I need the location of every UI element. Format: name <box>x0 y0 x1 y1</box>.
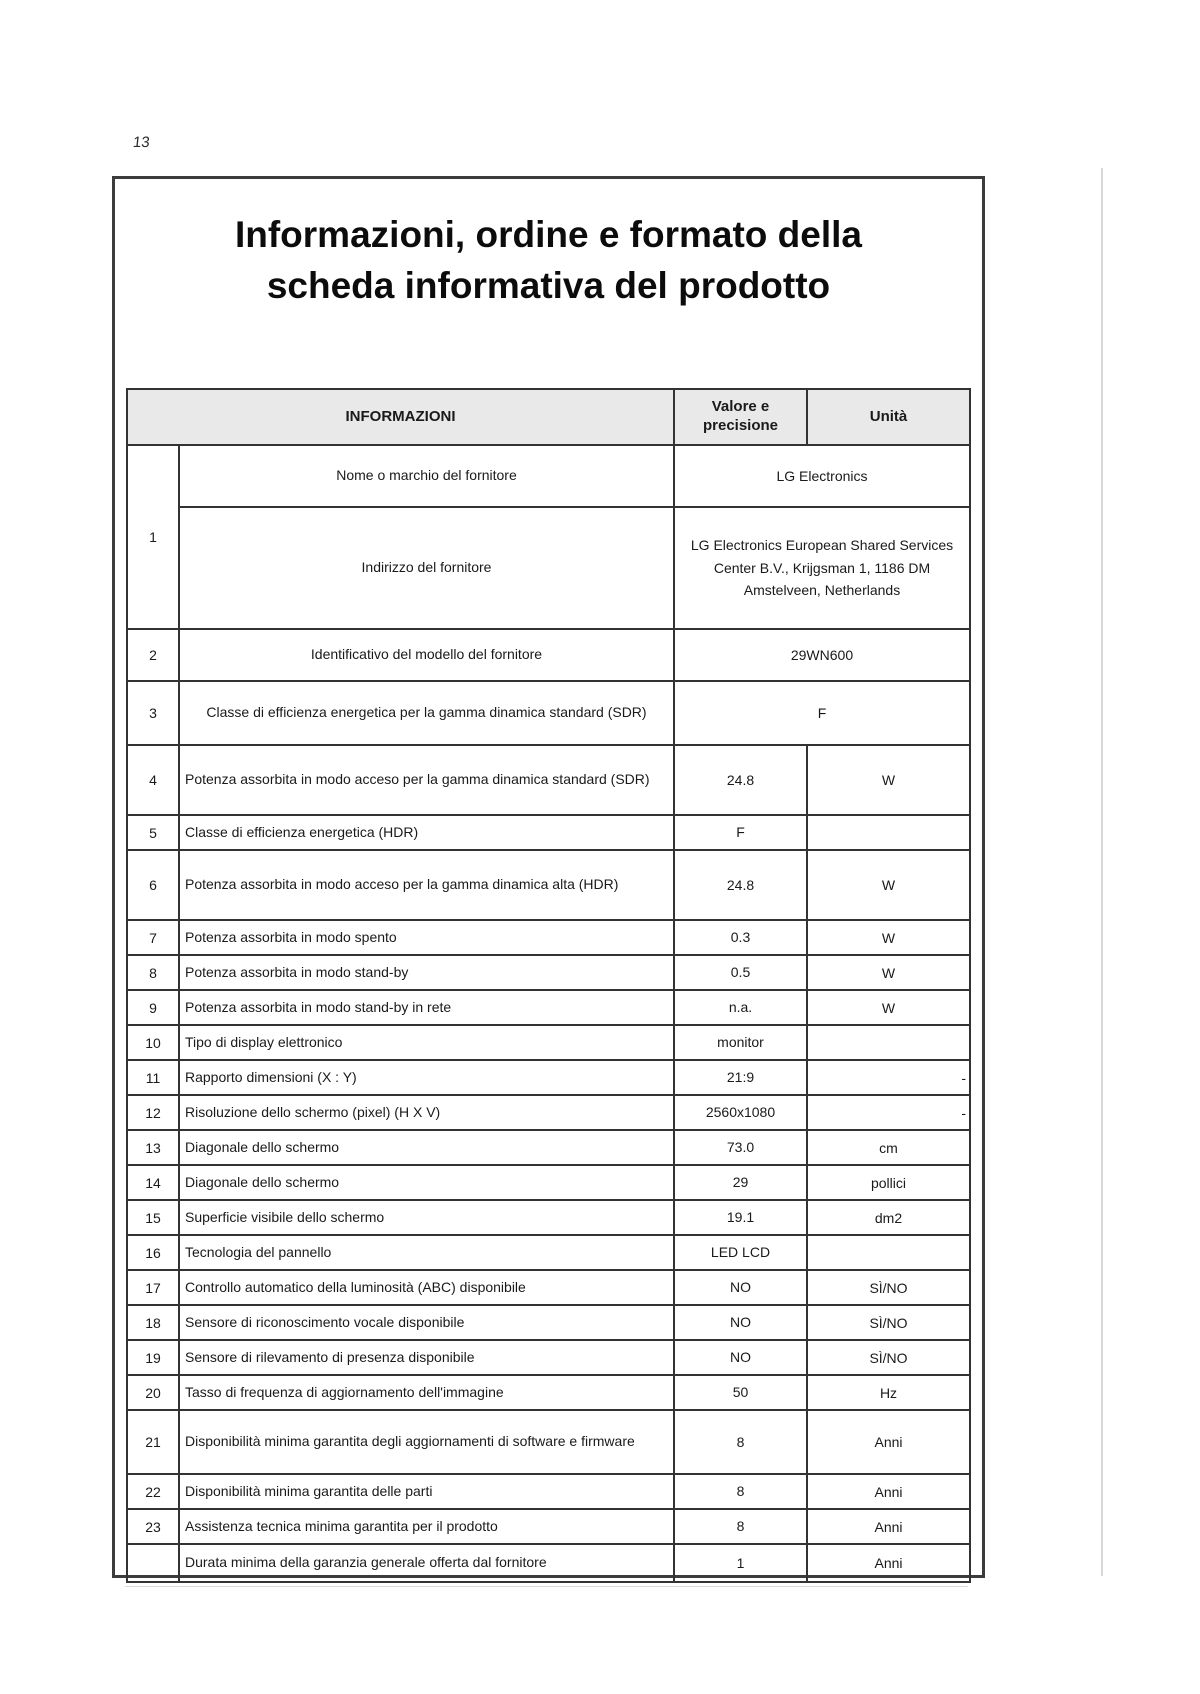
row-unit: SÌ/NO <box>807 1270 970 1305</box>
table-row <box>127 1305 970 1340</box>
row-number: 20 <box>127 1375 179 1410</box>
row-number: 22 <box>127 1474 179 1509</box>
row-value: 29WN600 <box>674 629 970 681</box>
row-value: LG Electronics European Shared Services Center B.V., Krijgsman 1, 1186 DM Amstelveen, Netherlands <box>674 507 970 629</box>
row-value: NO <box>674 1340 807 1375</box>
row-number: 1 <box>127 445 179 629</box>
table-row <box>127 1165 970 1200</box>
row-number: 15 <box>127 1200 179 1235</box>
row-number: 23 <box>127 1509 179 1544</box>
row-number: 4 <box>127 745 179 815</box>
row-value: F <box>674 815 807 850</box>
page-number: 13 <box>132 134 151 151</box>
table-row <box>127 1060 970 1095</box>
row-number: 8 <box>127 955 179 990</box>
row-number <box>127 1544 179 1582</box>
page-frame <box>112 176 985 1578</box>
row-number: 19 <box>127 1340 179 1375</box>
table-row <box>127 990 970 1025</box>
row-value: F <box>674 681 970 745</box>
row-unit: Anni <box>807 1410 970 1474</box>
table-header-row <box>127 389 970 445</box>
table-row <box>127 1375 970 1410</box>
row-unit: SÌ/NO <box>807 1340 970 1375</box>
row-unit: SÌ/NO <box>807 1305 970 1340</box>
row-label: Tecnologia del pannello <box>179 1235 674 1270</box>
row-label: Potenza assorbita in modo stand-by <box>179 955 674 990</box>
row-label: Potenza assorbita in modo spento <box>179 920 674 955</box>
row-number: 10 <box>127 1025 179 1060</box>
row-value: 2560x1080 <box>674 1095 807 1130</box>
row-label: Durata minima della garanzia generale offerta dal fornitore <box>179 1544 674 1582</box>
row-label: Classe di efficienza energetica per la gamma dinamica standard (SDR) <box>179 681 674 745</box>
table-row <box>127 629 970 681</box>
row-number: 11 <box>127 1060 179 1095</box>
row-number: 5 <box>127 815 179 850</box>
table-row <box>127 1544 970 1582</box>
header-unita: Unità <box>807 389 970 445</box>
table-row <box>127 1509 970 1544</box>
row-unit: Hz <box>807 1375 970 1410</box>
row-label: Diagonale dello schermo <box>179 1165 674 1200</box>
row-value: 0.5 <box>674 955 807 990</box>
row-value: NO <box>674 1305 807 1340</box>
product-information-table <box>126 388 971 1583</box>
table-row <box>127 1340 970 1375</box>
row-label: Indirizzo del fornitore <box>179 507 674 629</box>
row-number: 9 <box>127 990 179 1025</box>
row-value: 21:9 <box>674 1060 807 1095</box>
row-value: 8 <box>674 1509 807 1544</box>
row-value: n.a. <box>674 990 807 1025</box>
row-label: Disponibilità minima garantita delle parti <box>179 1474 674 1509</box>
table-row <box>127 1270 970 1305</box>
row-number: 17 <box>127 1270 179 1305</box>
row-number: 16 <box>127 1235 179 1270</box>
row-value: NO <box>674 1270 807 1305</box>
row-unit: Anni <box>807 1544 970 1582</box>
row-unit <box>807 1235 970 1270</box>
row-label: Diagonale dello schermo <box>179 1130 674 1165</box>
document-title-line2: scheda informativa del prodotto <box>266 265 831 307</box>
row-value: 29 <box>674 1165 807 1200</box>
table-row <box>127 445 970 507</box>
table-row <box>127 815 970 850</box>
row-value: 24.8 <box>674 745 807 815</box>
row-label: Superficie visibile dello schermo <box>179 1200 674 1235</box>
document-title <box>115 209 982 311</box>
row-label: Controllo automatico della luminosità (ABC) disponibile <box>179 1270 674 1305</box>
row-number: 13 <box>127 1130 179 1165</box>
table-row <box>127 1130 970 1165</box>
row-number: 18 <box>127 1305 179 1340</box>
row-unit: pollici <box>807 1165 970 1200</box>
row-number: 3 <box>127 681 179 745</box>
table-row <box>127 955 970 990</box>
table-row <box>127 745 970 815</box>
row-label: Nome o marchio del fornitore <box>179 445 674 507</box>
table-row <box>127 1235 970 1270</box>
table-row <box>127 920 970 955</box>
row-value: 73.0 <box>674 1130 807 1165</box>
row-unit: W <box>807 955 970 990</box>
table-row <box>127 1474 970 1509</box>
row-unit: Anni <box>807 1474 970 1509</box>
row-value: LG Electronics <box>674 445 970 507</box>
row-value: 19.1 <box>674 1200 807 1235</box>
row-unit: W <box>807 920 970 955</box>
row-label: Potenza assorbita in modo stand-by in rete <box>179 990 674 1025</box>
row-label: Risoluzione dello schermo (pixel) (H X V) <box>179 1095 674 1130</box>
table-row <box>127 507 970 629</box>
table-row <box>127 1025 970 1060</box>
row-number: 12 <box>127 1095 179 1130</box>
row-label: Sensore di riconoscimento vocale disponibile <box>179 1305 674 1340</box>
table-row <box>127 850 970 920</box>
scan-artifact-line <box>1101 168 1103 1576</box>
row-unit <box>807 1025 970 1060</box>
row-value: 8 <box>674 1474 807 1509</box>
header-informazioni: INFORMAZIONI <box>127 389 674 445</box>
row-label: Assistenza tecnica minima garantita per il prodotto <box>179 1509 674 1544</box>
row-label: Sensore di rilevamento di presenza disponibile <box>179 1340 674 1375</box>
row-value: 8 <box>674 1410 807 1474</box>
row-value: LED LCD <box>674 1235 807 1270</box>
row-label: Potenza assorbita in modo acceso per la gamma dinamica alta (HDR) <box>179 850 674 920</box>
row-label: Potenza assorbita in modo acceso per la gamma dinamica standard (SDR) <box>179 745 674 815</box>
product-table-body <box>127 445 970 1582</box>
row-unit: W <box>807 745 970 815</box>
row-unit: - <box>807 1060 970 1095</box>
row-number: 7 <box>127 920 179 955</box>
row-unit: W <box>807 850 970 920</box>
document-title-line1: Informazioni, ordine e formato della <box>234 214 862 255</box>
row-number: 21 <box>127 1410 179 1474</box>
row-label: Tipo di display elettronico <box>179 1025 674 1060</box>
row-unit: W <box>807 990 970 1025</box>
row-unit: - <box>807 1095 970 1130</box>
row-label: Tasso di frequenza di aggiornamento dell'immagine <box>179 1375 674 1410</box>
header-valore-precisione: Valore e precisione <box>674 389 807 445</box>
row-value: monitor <box>674 1025 807 1060</box>
row-unit: cm <box>807 1130 970 1165</box>
row-number: 6 <box>127 850 179 920</box>
row-label: Identificativo del modello del fornitore <box>179 629 674 681</box>
row-unit: dm2 <box>807 1200 970 1235</box>
row-unit <box>807 815 970 850</box>
row-unit: Anni <box>807 1509 970 1544</box>
table-row <box>127 681 970 745</box>
row-label: Classe di efficienza energetica (HDR) <box>179 815 674 850</box>
row-value: 50 <box>674 1375 807 1410</box>
row-number: 14 <box>127 1165 179 1200</box>
row-value: 0.3 <box>674 920 807 955</box>
scan-shadow-line <box>125 1586 968 1587</box>
row-value: 1 <box>674 1544 807 1582</box>
row-label: Disponibilità minima garantita degli aggiornamenti di software e firmware <box>179 1410 674 1474</box>
table-row <box>127 1095 970 1130</box>
table-row <box>127 1410 970 1474</box>
row-label: Rapporto dimensioni (X : Y) <box>179 1060 674 1095</box>
row-number: 2 <box>127 629 179 681</box>
row-value: 24.8 <box>674 850 807 920</box>
table-row <box>127 1200 970 1235</box>
